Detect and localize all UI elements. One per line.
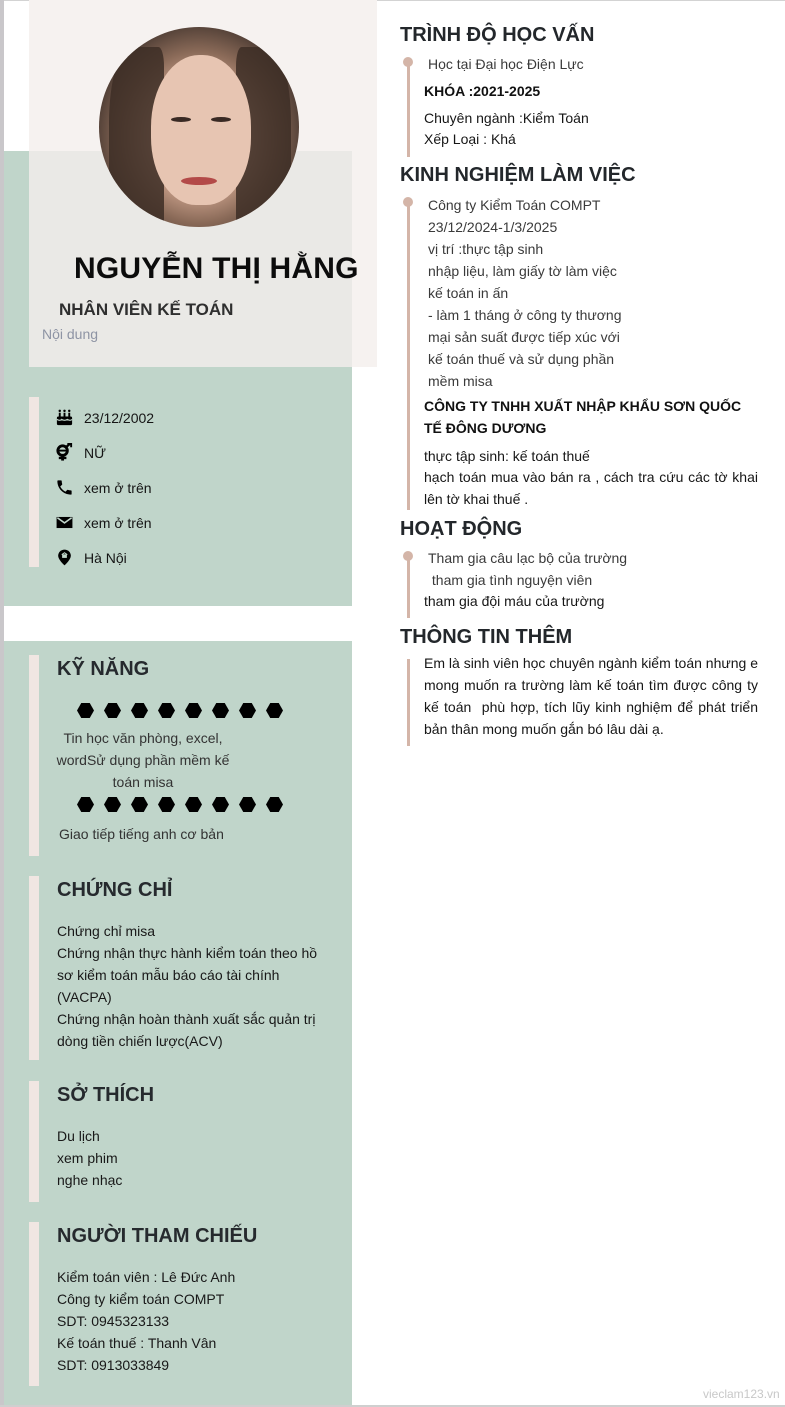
contact-email [54,505,154,540]
certificates-title: CHỨNG CHỈ [57,879,173,901]
avatar [99,27,299,227]
birthday-cake-icon [54,408,74,428]
rating-hexagon-icon [239,703,256,718]
contact-birthday [54,400,154,435]
gender-value: NỮ [84,444,107,461]
activity-item: tham gia đội máu của trường [424,593,605,609]
rating-hexagon-icon [131,703,148,718]
reference-line: Công ty kiểm toán COMPT [57,1291,225,1307]
watermark: vieclam123.vn [703,1387,780,1401]
additional-info-bar [407,659,410,746]
contact-location [54,540,154,575]
reference-line: SDT: 0945323133 [57,1313,170,1329]
rating-hexagon-icon [77,797,94,812]
contact-phone [54,470,154,505]
hobby-item: nghe nhạc [57,1172,123,1188]
skill-rating-1 [77,703,283,718]
education-period: KHÓA :2021-2025 [424,83,541,99]
location-icon [54,548,74,568]
rating-hexagon-icon [185,703,202,718]
references-accent-bar [29,1222,39,1386]
candidate-name: NGUYỄN THỊ HẰNG [74,252,359,285]
rating-hexagon-icon [212,703,229,718]
rating-hexagon-icon [185,797,202,812]
certificate-line: dòng tiền chiến lược(ACV) [57,1033,223,1049]
rating-hexagon-icon [239,797,256,812]
timeline-dot-icon [403,197,413,207]
certificate-line: Chứng chỉ misa [57,923,156,939]
email-icon [54,513,74,533]
activity-item: tham gia tình nguyện viên [428,572,593,588]
experience-job-2-position: thực tập sinh: kế toán thuế [424,448,590,464]
rating-hexagon-icon [212,797,229,812]
experience-job-1: Công ty Kiểm Toán COMPT 23/12/2024-1/3/2025 vị trí :thực tập sinh nhập liệu, làm giấy tờ làm việc kế toán in ấn - làm 1 tháng ở công ty thương mại sản suất được tiếp xúc với kế toán thuế và sử dụng phần mềm misa [428,197,622,389]
rating-hexagon-icon [104,703,121,718]
education-title: TRÌNH ĐỘ HỌC VẤN [400,24,595,46]
experience-title: KINH NGHIỆM LÀM VIỆC [400,164,636,186]
skills-accent-bar [29,655,39,856]
hobbies-list [57,1125,122,1191]
rating-hexagon-icon [158,797,175,812]
hobby-item: Du lịch [57,1128,100,1144]
phone-icon [54,478,74,498]
certificates-list [57,920,317,1052]
reference-line: Kế toán thuế : Thanh Vân [57,1335,217,1351]
reference-line: SDT: 0913033849 [57,1357,170,1373]
contact-list [54,400,154,575]
activities-title: HOẠT ĐỘNG [400,518,523,540]
certificate-line: Chứng nhận hoàn thành xuất sắc quản trị [57,1011,316,1027]
email-value: xem ở trên [84,514,152,531]
skill-label-1: Tin học văn phòng, excel, wordSử dụng phần mềm kế toán misa [56,730,230,790]
reference-line: Kiểm toán viên : Lê Đức Anh [57,1269,236,1285]
rating-hexagon-icon [104,797,121,812]
rating-hexagon-icon [266,703,283,718]
certificates-accent-bar [29,876,39,1060]
phone-value: xem ở trên [84,479,152,496]
additional-info-text: Em là sinh viên học chuyên ngành kiểm toán nhưng e mong muốn ra trường làm kế toán tìm được công ty kế toán phù hợp, tích lũy kinh nghiệm để phát triển bản thân mong muốn gắn bó lâu dài ạ. [424,655,762,737]
rating-hexagon-icon [266,797,283,812]
skill-label-2: Giao tiếp tiếng anh cơ bản [59,826,224,842]
references-list [57,1266,235,1376]
skills-title: KỸ NĂNG [57,658,150,680]
additional-info-title: THÔNG TIN THÊM [400,626,573,648]
hobbies-title: SỞ THÍCH [57,1084,155,1106]
references-title: NGƯỜI THAM CHIẾU [57,1225,258,1247]
job-title: NHÂN VIÊN KẾ TOÁN [59,300,234,319]
education-timeline [407,62,410,157]
education-major: Chuyên ngành :Kiểm Toán [424,110,589,126]
rating-hexagon-icon [131,797,148,812]
location-value: Hà Nội [84,549,127,566]
timeline-dot-icon [403,551,413,561]
gender-icon [54,443,74,463]
education-school: Học tại Đại học Điện Lực [428,56,584,72]
certificate-line: sơ kiểm toán mẫu báo cáo tài chính [57,967,280,983]
rating-hexagon-icon [158,703,175,718]
experience-timeline [407,202,410,510]
contact-accent-bar [29,397,39,567]
experience-job-2-company: CÔNG TY TNHH XUẤT NHẬP KHẨU SƠN QUỐC TẾ ĐÔNG DƯƠNG [424,398,742,436]
certificate-line: Chứng nhận thực hành kiểm toán theo hồ [57,945,318,961]
experience-job-2-description: hạch toán mua vào bán ra , cách tra cứu các tờ khai lên tờ khai thuế . [424,469,758,507]
education-grade: Xếp Loại : Khá [424,131,516,147]
summary-text: Nội dung [42,326,99,342]
hobby-item: xem phim [57,1150,118,1166]
rating-hexagon-icon [77,703,94,718]
skill-rating-2 [77,797,283,812]
certificate-line: (VACPA) [57,989,112,1005]
hobbies-accent-bar [29,1081,39,1202]
birthday-value: 23/12/2002 [84,409,155,426]
activity-item: Tham gia câu lạc bộ của trường [428,550,628,566]
timeline-dot-icon [403,57,413,67]
activities-timeline [407,556,410,618]
contact-gender [54,435,154,470]
